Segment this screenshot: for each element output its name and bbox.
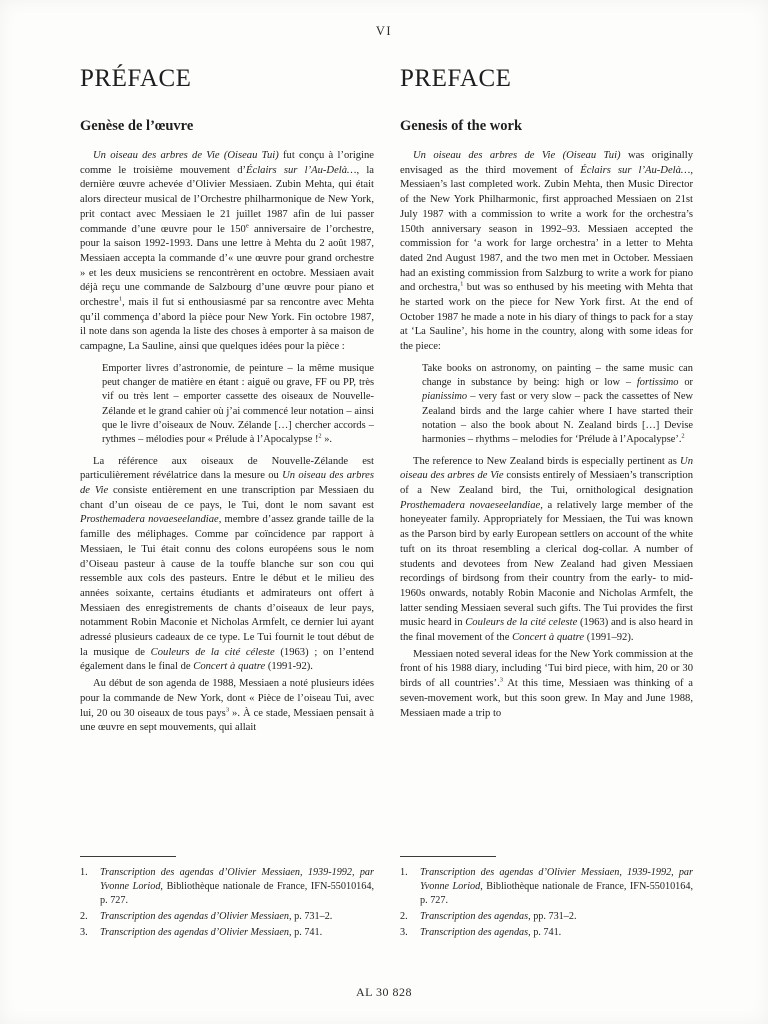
french-body-text <box>80 149 374 736</box>
footnote <box>80 926 374 940</box>
paragraph: Au début de son agenda de 1988, Messiaen a noté plusieurs idées pour la commande de New York, dont « Pièce de l’oiseau Tui, avec lui, 20 ou 30 oiseaux de tous pays$^3$ ». À ce stade, Messiaen pensait à une œuvre en sept mouvements, qui allait <box>80 678 374 734</box>
footnote-text: Transcription des agendas, pp. 731–2. <box>420 911 577 922</box>
french-title: PRÉFACE <box>80 65 192 92</box>
english-footnote-list <box>400 866 693 940</box>
block-quote: Take books on astronomy, on painting – the same music can change in substance by being: high or low – fortissimo or pianissimo – very fast or very slow – pack the cassettes of New Zealand birds and the large cahier where I have started their notation – also the book about N. Zealand birds […] Devise harmonies – rhythms – melodies for ‘Prélude à l’Apocalypse’.$^2$ <box>422 362 693 446</box>
footnote-number: 3. <box>400 927 408 938</box>
paragraph: Messiaen noted several ideas for the New York commission at the front of his 1988 diary, including ‘Tui bird piece, with him, 20 or 30 birds of all countries’.$^3$ At this time, Messiaen was thinking of a seven-movement work, but this soon grew. In May and June 1988, Messiaen made a trip to <box>400 648 693 719</box>
french-section-heading: Genèse de l’œuvre <box>80 118 194 134</box>
english-body-text <box>400 149 693 721</box>
footnote-number: 2. <box>80 911 88 922</box>
page-number: VI <box>375 24 393 38</box>
footnote-number: 2. <box>400 911 408 922</box>
paragraph: Un oiseau des arbres de Vie (Oiseau Tui) was originally envisaged as the third movement of Éclairs sur l’Au-Delà…, Messiaen’s last completed work. Zubin Mehta, then Music Director of the New York Philharmonic, first approached Messiaen on 21st July 1987 with a commission to write a work for the orchestra’s 150th anniversary season in 1992–93. Messiaen accepted the commission for ‘a work for large orchestra’ in a letter to Mehta dated 2nd August 1987, and the two men met in October. Messiaen had an existing commission from Salzburg to write a work for piano and orchestra,$^1$ but was so enthused by his meeting with Mehta that he started work on the piece for New York first. At the end of October 1987 he made a note in his diary of things to pack for a stay at ‘La Sauline’, his home in the country, along with some ideas for the piece: <box>400 150 693 353</box>
paragraph: The reference to New Zealand birds is especially pertinent as Un oiseau des arbres de Vie consists entirely of Messiaen’s transcription of a New Zealand bird, the Tui, ornithological designation Prosthemadera novaeseelandiae, a relatively large member of the honeyeater family. Appropriately for Messiaen, the Tui was known as the Parson bird by early European settlers on account of the white tuft on its throat resembling a clerical dog-collar. A number of students and devotees from New Zealand had given Messiaen recordings of birdsong from their country from the early- to mid-1960s onwards, notably Robin Maconie and Nicholas Armfelt, the latter sending Messiaen several such gifts. The Tui provides the first music heard in Couleurs de la cité celeste (1963) and is also heard in the final movement of the Concert à quatre (1991–92). <box>400 455 693 644</box>
paragraph: La référence aux oiseaux de Nouvelle-Zélande est particulièrement révélatrice dans la mesure ou Un oiseau des arbres de Vie consiste entièrement en une transcription par Messiaen du chant d’un oiseau de ce pays, le Tui, dont le nom savant est Prosthemadera novaeseelandiae, membre d’assez grande taille de la famille des méliphages. Comme par coïncidence par rapport à Messiaen, le Tui était connu des colons européens sous le nom d’Oiseau pasteur à cause de la touffe blanche sur son cou qui ressemble aux cols des pasteurs. Entre le début et le milieu des années soixante, certains étudiants et admirateurs ont offert à Messiaen des enregistrements de chants d’oiseaux de leur pays, notamment Robin Maconie et Nicholas Armfelt, ce dernier lui ayant adressé plusieurs cadeaux de ce type. Le Tui fournit le tout début de la musique de Couleurs de la cité céleste (1963) ; on l’entend également dans le final de Concert à quatre (1991-92). <box>80 455 375 673</box>
footnote <box>400 866 693 908</box>
footnote-number: 1. <box>80 867 88 878</box>
footnote-text: Transcription des agendas d’Olivier Messiaen, p. 731–2. <box>100 911 333 922</box>
footnote-rule <box>400 856 496 857</box>
paragraph: Un oiseau des arbres de Vie (Oiseau Tui) fut conçu à l’origine comme le troisième mouvement d’Éclairs sur l’Au-Delà…, la dernière œuvre achevée d’Olivier Messiaen. Zubin Mehta, qui était alors directeur musical de l’Orchestre philharmonique de New York, prit contact avec Messiaen le 21 juillet 1987 afin de lui passer commande d’une œuvre pour le 150e anniversaire de l’orchestre, pour la saison 1992-1993. Dans une lettre à Mehta du 2 août 1987, Messiaen accepta la commande d’« une œuvre pour grand orchestre » et les deux musiciens se rencontrèrent en octobre. Messiaen avait déjà reçu une commande de Salzbourg d’une œuvre pour piano et orchestre$^1$, mais il fut si enthousiasmé par sa rencontre avec Mehta qu’il commença d’abord la pièce pour New York. Fin octobre 1987, il note dans son agenda la liste des choses à emporter à sa maison de campagne, La Sauline, ainsi que quelques idées pour la pièce : <box>80 150 374 353</box>
english-column <box>400 64 693 942</box>
footnote-number: 3. <box>80 927 88 938</box>
english-title: PREFACE <box>400 65 512 92</box>
french-footnotes <box>80 856 374 942</box>
english-section-heading: Genesis of the work <box>400 118 523 134</box>
french-footnote-list <box>80 866 374 940</box>
footnote-text: Transcription des agendas d’Olivier Messiaen, 1939-1992, par Yvonne Loriod, Bibliothèque nationale de France, IFN-55010164, p. 727. <box>420 867 694 906</box>
two-column-layout <box>80 64 693 942</box>
footnote-rule <box>80 856 176 857</box>
footnote <box>80 910 374 924</box>
footnote <box>80 866 374 908</box>
footnote-text: Transcription des agendas d’Olivier Messiaen, p. 741. <box>100 927 323 938</box>
footnote <box>400 910 693 924</box>
footnote <box>400 926 693 940</box>
english-footnotes <box>400 856 693 942</box>
footnote-text: Transcription des agendas d’Olivier Messiaen, 1939-1992, par Yvonne Loriod, Bibliothèque nationale de France, IFN-55010164, p. 727. <box>100 867 375 906</box>
footnote-number: 1. <box>400 867 408 878</box>
french-column <box>80 64 374 942</box>
plate-number: AL 30 828 <box>355 985 413 999</box>
footnote-text: Transcription des agendas, p. 741. <box>420 927 562 938</box>
block-quote: Emporter livres d’astronomie, de peinture – la même musique peut changer de matière en étant : aiguë ou grave, FF ou PP, très vif ou très lent – emporter cassette des oiseaux de Nouvelle-Zélande et le grand cahier où j’ai commencé leur notation – ainsi que le livre d’oiseaux de Nouv. Zélande […] chercher accords – rythmes – mélodies pour « Prélude à l’Apocalypse !$^2$ ». <box>102 362 374 446</box>
